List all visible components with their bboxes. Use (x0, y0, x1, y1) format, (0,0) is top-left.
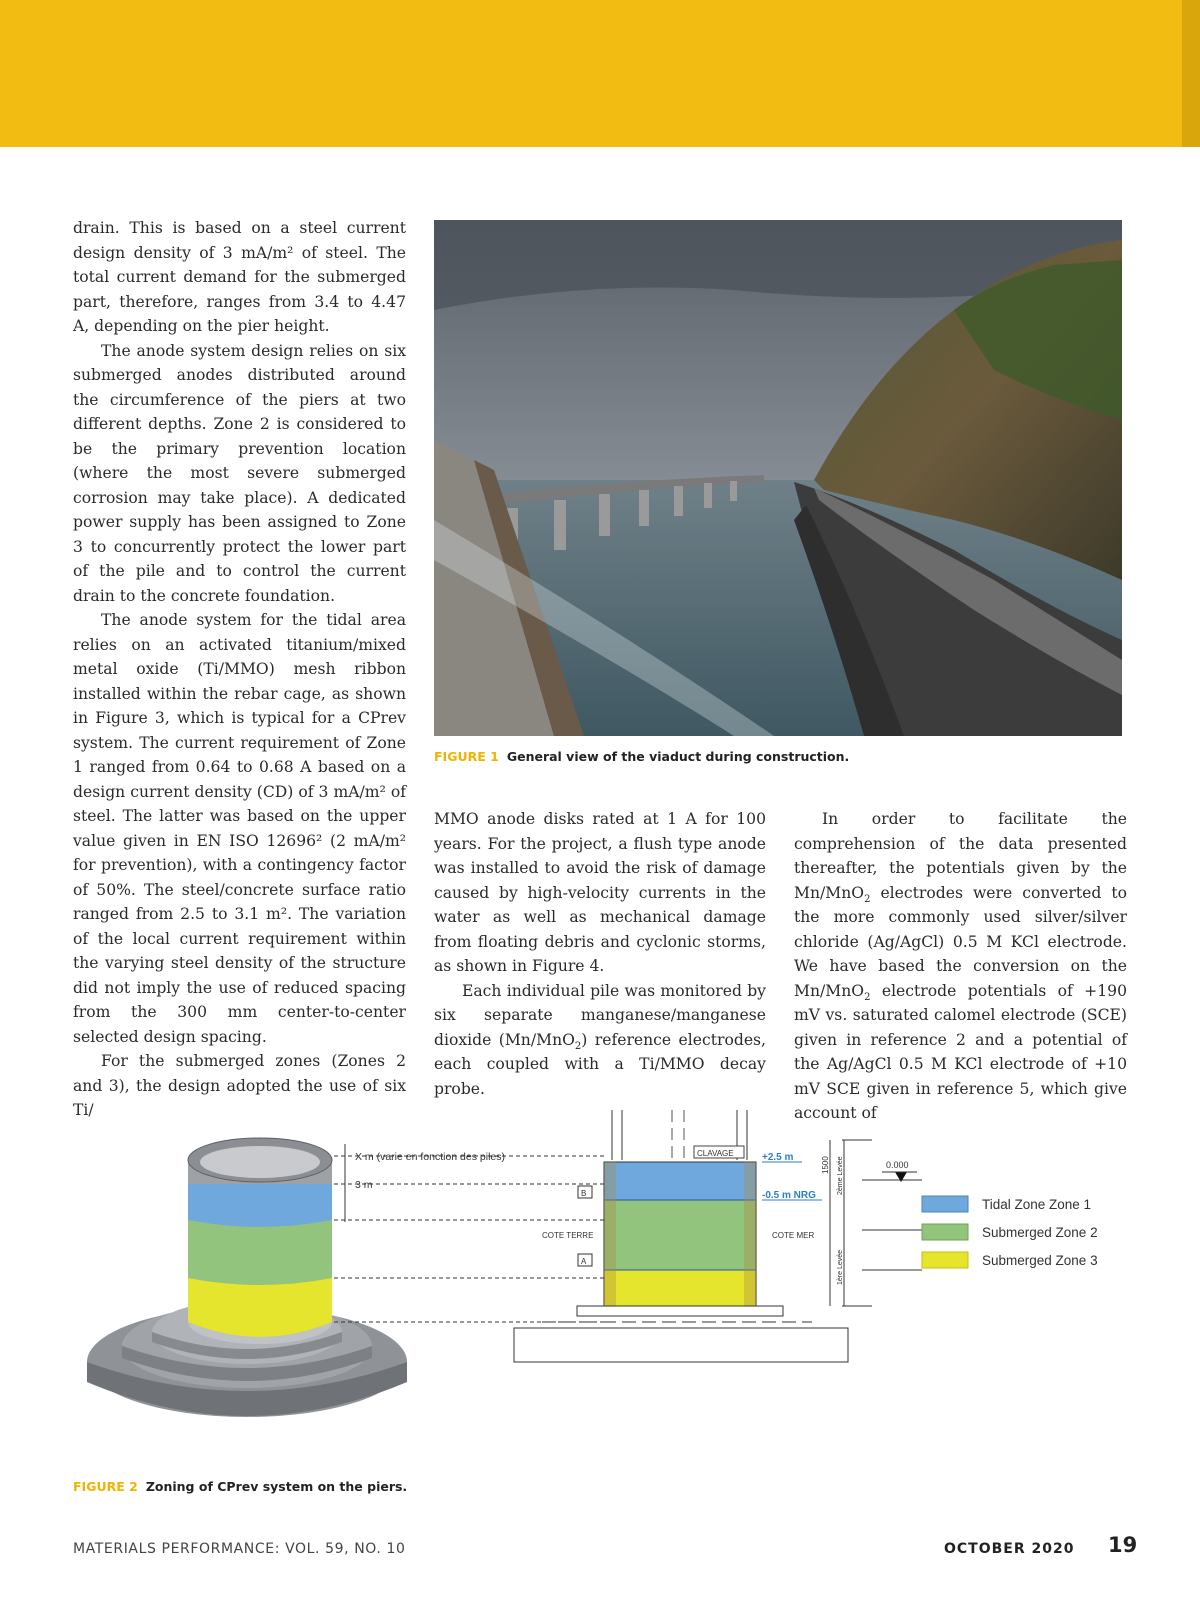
legend-swatch-tidal (922, 1196, 968, 1212)
paragraph-part: electrodes were converted to the more commonly used silver/silver chloride (Ag/AgCl) 0.5 M KCl electrode. We have based the conversion on the Mn/MnO (794, 883, 1127, 1000)
dimension-1500-label: 1500 (821, 1156, 830, 1174)
figure2-caption-text: Zoning of CPrev system on the piers. (145, 1479, 408, 1494)
paragraph-part: In order to facilitate the comprehension of the data presented thereafter, the potentials given by the Mn/MnO (794, 810, 1127, 902)
plus-2-5-label: +2.5 m (762, 1152, 794, 1163)
issue-date: OCTOBER 2020 (944, 1541, 1075, 1557)
cote-mer-label: COTE MER (772, 1231, 815, 1240)
paragraph (434, 979, 766, 1102)
cote-terre-label: COTE TERRE (542, 1231, 594, 1240)
paragraph: The anode system design relies on six submerged anodes distributed around the circumference of the piers at two different depths. Zone 2 is considered to be the primary prevention location (where the most severe submerged corrosion may take place). A dedicated power supply has been assigned to Zone 3 to concurrently protect the lower part of the pile and to control the current drain to the concrete foundation. (73, 341, 406, 605)
header-band (0, 0, 1200, 147)
subscript: 2 (864, 893, 871, 905)
dimension-3m-label: 3 m (355, 1179, 373, 1191)
text-column-3 (794, 807, 1127, 1126)
header-band-edge (1182, 0, 1200, 147)
subscript: 2 (864, 991, 871, 1003)
dimension-x-label: X m (varie en fonction des piles) (355, 1151, 505, 1163)
pier-zoning-diagram (72, 1110, 1132, 1460)
figure2-caption (73, 1479, 407, 1494)
legend-tidal-label: Tidal Zone Zone 1 (982, 1197, 1092, 1212)
figure1-label: FIGURE 1 (434, 749, 499, 764)
paragraph-part: ) reference electrodes, each coupled with a Ti/MMO decay probe. (434, 1030, 767, 1098)
paragraph: For the submerged zones (Zones 2 and 3), the design adopted the use of six Ti/ (73, 1052, 406, 1119)
paragraph: drain. This is based on a steel current design density of 3 mA/m² of steel. The total current demand for the submerged part, therefore, ranges from 3.4 to 4.47 A, depending on the pier height. (73, 219, 406, 335)
clavage-label: CLAVAGE (697, 1149, 734, 1158)
legend-swatch-zone3 (922, 1252, 968, 1268)
legend-swatch-zone2 (922, 1224, 968, 1240)
paragraph-part: electrode potentials of +190 mV vs. saturated calomel electrode (SCE) given in reference 2 and a potential of the Ag/AgCl 0.5 M KCl electrode of +10 mV SCE given in reference 5, which give account of (794, 981, 1127, 1122)
figure1-caption (434, 749, 849, 764)
paragraph: MMO anode disks rated at 1 A for 100 years. For the project, a flush type anode was installed to avoid the risk of damage caused by high-velocity currents in the water as well as mechanical damage from floating debris and cyclonic storms, as shown in Figure 4. (434, 810, 766, 975)
journal-footer: MATERIALS PERFORMANCE: VOL. 59, NO. 10 (73, 1541, 406, 1557)
text-column-1 (73, 216, 406, 1123)
paragraph-part: Each individual pile was monitored by six separate manganese/manganese dioxide (Mn/MnO (434, 981, 766, 1049)
legend-zone3-label: Submerged Zone 3 (982, 1253, 1098, 1268)
levee-2-label: 2ème Levée (837, 1156, 844, 1195)
zone-legend (922, 1196, 1098, 1268)
mark-b: B (581, 1189, 587, 1198)
mark-a: A (581, 1257, 587, 1266)
page-number: 19 (1108, 1533, 1138, 1557)
text-column-2 (434, 807, 766, 1101)
right-dimension (821, 1140, 922, 1306)
subscript: 2 (574, 1040, 582, 1052)
figure2-diagram (72, 1110, 1132, 1460)
paragraph (794, 807, 1127, 1126)
levee-1-label: 1ère Levée (837, 1249, 844, 1285)
viaduct-photo (434, 220, 1122, 736)
pier-section (514, 1110, 848, 1362)
figure1-caption-text: General view of the viaduct during construction. (506, 749, 850, 764)
minus-0-5-label: -0.5 m NRG (762, 1190, 816, 1201)
paragraph: The anode system for the tidal area relies on an activated titanium/mixed metal oxide (Ti/MMO) mesh ribbon installed within the rebar cage, as shown in Figure 3, which is typical for a CPrev system. The current requirement of Zone 1 ranged from 0.64 to 0.68 A based on a design current density (CD) of 3 mA/m² of steel. The latter was based on the upper value given in EN ISO 12696² (2 mA/m² for prevention), with a contingency factor of 50%. The steel/concrete surface ratio ranged from 2.5 to 3.1 m². The variation of the local current requirement within the varying steel density of the structure did not imply the use of reduced spacing from the 300 mm center-to-center selected design spacing. (73, 611, 406, 1046)
datum-zero-label: 0.000 (886, 1160, 909, 1170)
viaduct-photo-illustration (434, 220, 1122, 736)
legend-zone2-label: Submerged Zone 2 (982, 1225, 1098, 1240)
figure2-label: FIGURE 2 (73, 1479, 138, 1494)
